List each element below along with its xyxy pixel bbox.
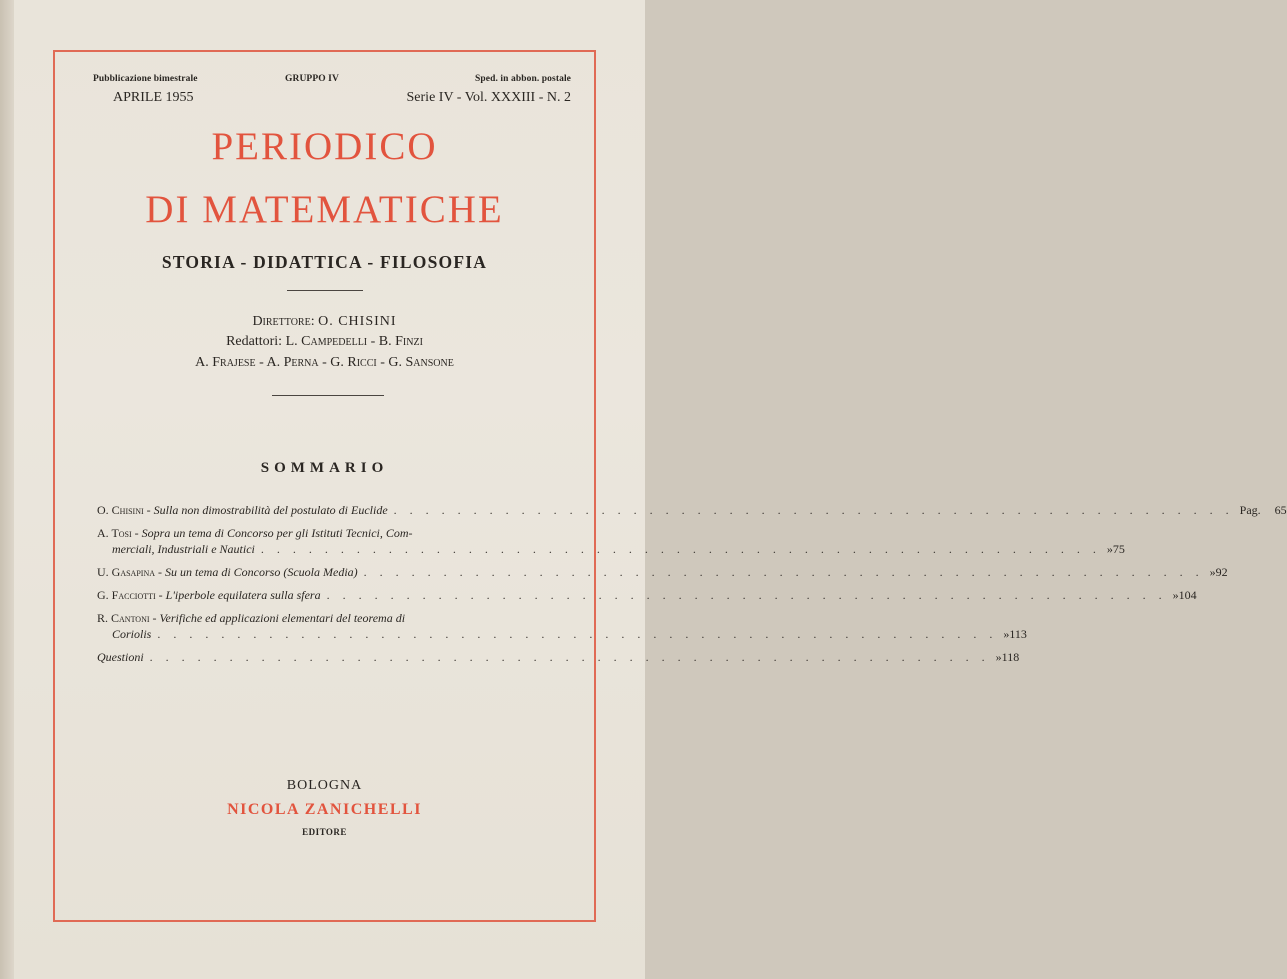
contents-entry [97, 610, 1027, 642]
entry-title: Questioni [97, 650, 144, 664]
contents-entry [97, 649, 1020, 665]
separator: - [155, 565, 166, 579]
entry-title: L'iperbole equilatera sulla sfera [165, 588, 321, 602]
page-number: 75 [1112, 542, 1125, 556]
series-volume: Serie IV - Vol. XXXIII - N. 2 [406, 90, 571, 105]
dot-leader: . . . . . . . . . . . . . . . . . . . . . . . . . . . . . . . . . . . . . . . . . . . . . . . . . . . . . [326, 588, 1167, 602]
subtitle: STORIA - DIDATTICA - FILOSOFIA [161, 252, 488, 272]
entry-title: Su un tema di Concorso (Scuola Media) [165, 565, 358, 579]
page-number: 113 [1009, 627, 1027, 641]
dot-leader: . . . . . . . . . . . . . . . . . . . . . . . . . . . . . . . . . . . . . . . . . . . . . . . . . . . . . [260, 542, 1101, 556]
dot-leader: . . . . . . . . . . . . . . . . . . . . . . . . . . . . . . . . . . . . . . . . . . . . . . . . . . . . . [393, 503, 1234, 517]
entry-line-continued [97, 541, 1125, 557]
editors-names: L. Campedelli - B. Finzi [285, 334, 423, 349]
postal-group: GRUPPO IV [285, 74, 339, 84]
entry-line-continued [97, 626, 1027, 642]
dot-leader: . . . . . . . . . . . . . . . . . . . . . . . . . . . . . . . . . . . . . . . . . . . . . . . . . . . . . [149, 650, 990, 664]
publication-frequency: Pubblicazione bimestrale [93, 74, 198, 84]
page-number: 65 [1274, 503, 1287, 517]
entry-line [97, 649, 1020, 665]
divider-2 [272, 395, 384, 396]
title-line-1: PERIODICO [211, 125, 438, 168]
separator: - [155, 588, 166, 602]
editors-line [53, 334, 596, 350]
entry-line [97, 610, 565, 626]
separator: - [131, 526, 142, 540]
director-label: Direttore: [252, 314, 315, 329]
imprint-publisher: NICOLA ZANICHELLI [227, 801, 422, 818]
spine-edge [0, 0, 14, 979]
entry-author: U. Gasapina [97, 565, 156, 579]
contents-entry [97, 502, 1287, 518]
page-label: » [1172, 588, 1179, 602]
entry-title-continued: Coriolis [112, 627, 152, 641]
editors-label: Redattori: [226, 334, 283, 349]
header-top-row [93, 74, 571, 86]
entry-author: A. Tosi [97, 526, 132, 540]
contents-heading: SOMMARIO [260, 460, 389, 476]
entry-author: O. Chisini [97, 503, 144, 517]
entry-line [97, 587, 1197, 603]
imprint-role: EDITORE [302, 827, 347, 837]
entry-line [97, 525, 565, 541]
entry-title-continued: merciali, Industriali e Nautici [112, 542, 255, 556]
imprint-city: BOLOGNA [286, 778, 363, 793]
contents-entry [97, 525, 1125, 557]
title-line-2: DI MATEMATICHE [145, 188, 504, 231]
entry-author: R. Cantoni [97, 611, 150, 625]
page-number: 92 [1215, 565, 1228, 579]
page-label: Pag. [1239, 503, 1261, 517]
page-number: 118 [1001, 650, 1020, 664]
entry-title: Sopra un tema di Concorso per gli Istituti Tecnici, Com- [141, 526, 413, 540]
entry-author: G. Facciotti [97, 588, 156, 602]
separator: - [143, 503, 154, 517]
page-label: » [1106, 542, 1113, 556]
contents-entry [97, 564, 1228, 580]
entry-line [97, 502, 1287, 518]
issue-date: APRILE 1955 [113, 90, 194, 105]
header-issue-row [93, 90, 571, 108]
dot-leader: . . . . . . . . . . . . . . . . . . . . . . . . . . . . . . . . . . . . . . . . . . . . . . . . . . . . . [363, 565, 1204, 579]
page-label: » [1003, 627, 1010, 641]
director-name: O. CHISINI [318, 314, 397, 329]
separator: - [149, 611, 160, 625]
contents-entry [97, 587, 1197, 603]
entry-line [97, 564, 1228, 580]
page-label: » [1209, 565, 1216, 579]
divider-1 [287, 290, 363, 291]
table-of-contents [97, 502, 1287, 672]
contributors-line: A. Frajese - A. Perna - G. Ricci - G. Sansone [195, 355, 454, 370]
postage-note: Sped. in abbon. postale [474, 74, 571, 84]
entry-title: Verifiche ed applicazioni elementari del teorema di [159, 611, 406, 625]
page-label: » [995, 650, 1002, 664]
director-line [53, 314, 596, 330]
entry-title: Sulla non dimostrabilità del postulato di Euclide [153, 503, 388, 517]
dot-leader: . . . . . . . . . . . . . . . . . . . . . . . . . . . . . . . . . . . . . . . . . . . . . . . . . . . . . [157, 627, 998, 641]
page-number: 104 [1178, 588, 1197, 602]
